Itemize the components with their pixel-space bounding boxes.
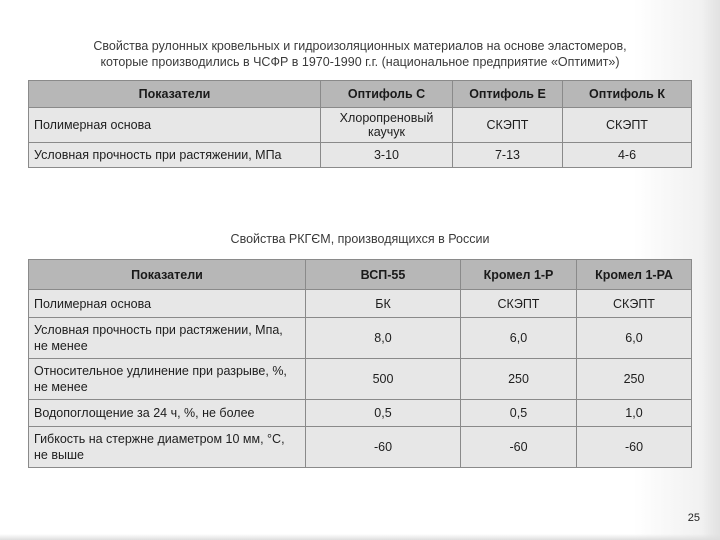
column-header-optifol-c: Оптифоль С	[321, 81, 453, 108]
cell-value: -60	[461, 427, 577, 468]
column-header-vsp-55: ВСП-55	[306, 260, 461, 290]
table-row	[29, 400, 692, 427]
cell-value: 1,0	[577, 400, 692, 427]
table-row	[29, 143, 692, 168]
cell-value: БК	[306, 290, 461, 318]
cell-value: Хлоропреновый каучук	[321, 108, 453, 143]
table2-caption: Свойства РКГЄМ, производящихся в России	[230, 232, 490, 246]
row-label-tensile-strength: Условная прочность при растяжении, МПа	[29, 143, 321, 168]
cell-value: 500	[306, 359, 461, 400]
column-header-kromel-1-ra: Кромел 1-РА	[577, 260, 692, 290]
cell-value: СКЭПТ	[461, 290, 577, 318]
cell-value: 3-10	[321, 143, 453, 168]
table-row	[29, 359, 692, 400]
table-row	[29, 290, 692, 318]
cell-value: 0,5	[461, 400, 577, 427]
page-number: 25	[687, 512, 700, 524]
cell-value: 6,0	[577, 318, 692, 359]
row-label-elongation: Относительное удлинение при разрыве, %, не менее	[29, 359, 306, 400]
slide-edge-shadow	[702, 0, 720, 540]
table-header-row	[29, 260, 692, 290]
cell-value: 250	[577, 359, 692, 400]
cell-value: 7-13	[453, 143, 563, 168]
table-row	[29, 108, 692, 143]
optimit-properties-table	[28, 80, 692, 168]
table-row	[29, 427, 692, 468]
row-label-polymer-base: Полимерная основа	[29, 290, 306, 318]
slide-bottom-shadow	[0, 534, 720, 540]
column-header-optifol-k: Оптифоль К	[563, 81, 692, 108]
cell-value: 8,0	[306, 318, 461, 359]
cell-value: СКЭПТ	[453, 108, 563, 143]
cell-value: СКЭПТ	[563, 108, 692, 143]
row-label-water-absorption: Водопоглощение за 24 ч, %, не более	[29, 400, 306, 427]
cell-value: СКЭПТ	[577, 290, 692, 318]
cell-value: 0,5	[306, 400, 461, 427]
table-row	[29, 318, 692, 359]
table1-caption-line2: которые производились в ЧСФР в 1970-1990 г.г. (национальное предприятие «Оптимит»)	[100, 55, 620, 69]
cell-value: 6,0	[461, 318, 577, 359]
cell-value: 4-6	[563, 143, 692, 168]
cell-value: 250	[461, 359, 577, 400]
column-header-kromel-1-r: Кромел 1-Р	[461, 260, 577, 290]
cell-value: -60	[577, 427, 692, 468]
russia-properties-table	[28, 259, 692, 468]
row-label-polymer-base: Полимерная основа	[29, 108, 321, 143]
row-label-tensile-strength: Условная прочность при растяжении, Мпа, не менее	[29, 318, 306, 359]
column-header-indicators: Показатели	[29, 81, 321, 108]
row-label-flexibility: Гибкость на стержне диаметром 10 мм, °С, не выше	[29, 427, 306, 468]
column-header-indicators: Показатели	[29, 260, 306, 290]
table1-caption	[0, 38, 720, 70]
column-header-optifol-e: Оптифоль Е	[453, 81, 563, 108]
table1-caption-line1: Свойства рулонных кровельных и гидроизоляционных материалов на основе эластомеров,	[93, 39, 627, 53]
cell-value: -60	[306, 427, 461, 468]
table-header-row	[29, 81, 692, 108]
